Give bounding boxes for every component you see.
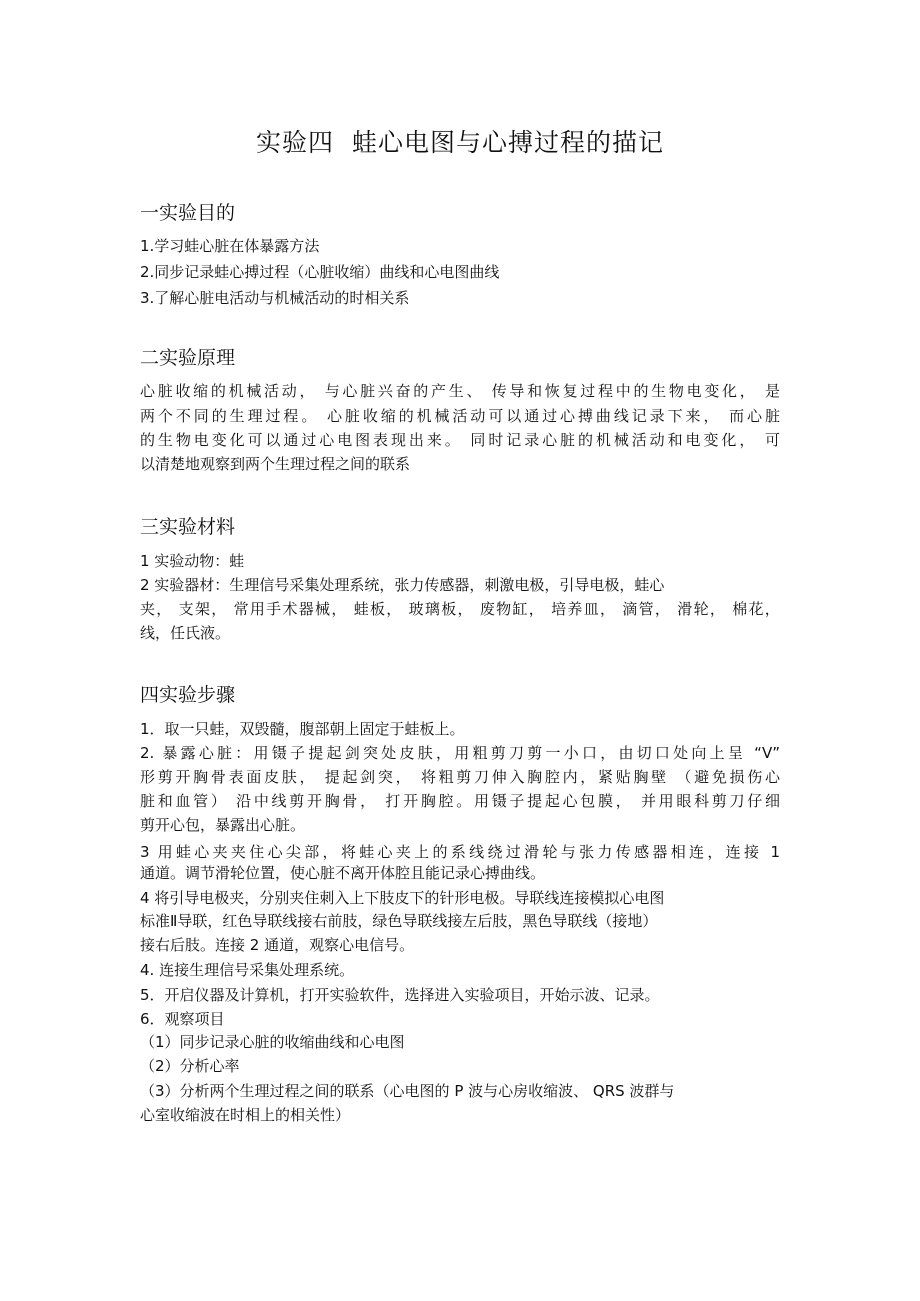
steps-line-3-seg-2: 提起剑突， [324, 768, 414, 786]
steps-line-13: 6．观察项目 [140, 1010, 225, 1028]
document-title [0, 123, 920, 159]
principle-line-3-seg-3: 可 [764, 431, 780, 449]
materials-item: 滑轮， [677, 600, 727, 618]
steps-line-11: 4. 连接生理信号采集处理系统。 [140, 961, 355, 979]
section-steps-heading: 四实验步骤 [140, 684, 236, 706]
title-experiment-name: 蛙心电图与心搏过程的描记 [352, 128, 665, 157]
materials-item: 玻璃板， [408, 600, 474, 618]
materials-item: 夹， [140, 600, 173, 618]
materials-item: 培养皿， [551, 600, 617, 618]
steps-line-9: 标准Ⅱ导联，红色导联线接右前肢，绿色导联线接左后肢，黑色导联线（接地） [140, 912, 658, 930]
purpose-item-1: 1.学习蛙心脏在体暴露方法 [140, 237, 320, 255]
purpose-item-3: 3.了解心脏电活动与机械活动的时相关系 [140, 289, 410, 307]
steps-line-4-seg-1: 脏和血管） [140, 792, 229, 810]
steps-line-2-seg-2: “V” [754, 744, 780, 762]
section-materials-heading: 三实验材料 [140, 516, 236, 538]
materials-item: 蛙板， [353, 600, 403, 618]
steps-line-4-seg-2: 沿中线剪开胸骨， [236, 792, 378, 810]
steps-line-4-seg-3: 打开胸腔。用镊子提起心包膜， [385, 792, 634, 810]
steps-line-2-seg-1: 2. 暴露心脏：用镊子提起剑突处皮肤，用粗剪刀剪一小口，由切口处向上呈 [140, 744, 747, 762]
steps-line-10: 接右后肢。连接 2 通道，观察心电信号。 [140, 936, 415, 954]
principle-line-1-seg-3: 传导和恢复过程中的生物电变化， [491, 382, 758, 400]
title-experiment-number: 实验四 [255, 128, 334, 157]
steps-line-5: 剪开心包，暴露出心脏。 [140, 816, 306, 834]
steps-line-3-seg-4: （避免损伤心 [676, 768, 780, 786]
principle-line-2-seg-2: 心脏收缩的机械活动可以通过心搏曲线记录下来， [326, 407, 722, 425]
steps-line-4-seg-4: 并用眼科剪刀仔细 [640, 792, 780, 810]
purpose-item-2: 2.同步记录蛙心搏过程（心脏收缩）曲线和心电图曲线 [140, 263, 500, 281]
principle-line-1-seg-4: 是 [764, 382, 780, 400]
principle-line-3-seg-1: 的生物电变化可以通过心电图表现出来。 [140, 431, 463, 449]
steps-line-7: 通道。调节滑轮位置，使心脏不离开体腔且能记录心搏曲线。 [140, 864, 546, 882]
steps-line-6 [140, 840, 780, 864]
principle-line-4: 以清楚地观察到两个生理过程之间的联系 [140, 455, 411, 473]
materials-item: 常用手术器械， [233, 600, 348, 618]
principle-line-1 [140, 379, 780, 403]
materials-line-2: 2 实验器材：生理信号采集处理系统，张力传感器，刺激电极，引导电极，蛙心 [140, 576, 665, 594]
principle-line-2 [140, 404, 780, 428]
steps-line-3 [140, 765, 780, 789]
steps-line-14: （1）同步记录心脏的收缩曲线和心电图 [140, 1033, 405, 1051]
materials-item: 废物缸， [479, 600, 546, 618]
steps-line-8: 4 将引导电极夹，分别夹住刺入上下肢皮下的针形电极。导联线连接模拟心电图 [140, 889, 665, 907]
principle-line-2-seg-3: 而心脏 [729, 407, 780, 425]
materials-item: 棉花， [732, 600, 780, 618]
section-principle-heading: 二实验原理 [140, 347, 236, 369]
materials-item: 支架， [178, 600, 228, 618]
materials-item: 滴管， [622, 600, 672, 618]
principle-line-2-seg-1: 两个不同的生理过程。 [140, 407, 320, 425]
steps-line-16: （3）分析两个生理过程之间的联系（心电图的 P 波与心房收缩波、 QRS 波群与 [140, 1082, 675, 1100]
steps-line-1: 1．取一只蛙，双毁髓，腹部朝上固定于蛙板上。 [140, 720, 465, 738]
steps-line-15: （2）分析心率 [140, 1057, 240, 1075]
steps-line-6-seg-1: 3 用蛙心夹夹住心尖部，将蛙心夹上的系线绕过滑轮与张力传感器相连，连接 [140, 843, 763, 861]
section-purpose-heading: 一实验目的 [140, 202, 236, 224]
steps-line-4 [140, 789, 780, 813]
steps-line-3-seg-1: 形剪开胸骨表面皮肤， [140, 768, 318, 786]
materials-line-3 [140, 597, 780, 621]
steps-line-2 [140, 741, 780, 765]
steps-line-3-seg-3: 将粗剪刀伸入胸腔内，紧贴胸壁 [420, 768, 669, 786]
principle-line-1-seg-2: 与心脏兴奋的产生、 [324, 382, 485, 400]
materials-line-1: 1 实验动物：蛙 [140, 552, 245, 570]
steps-line-12: 5．开启仪器及计算机，打开实验软件，选择进入实验项目，开始示波、记录。 [140, 986, 660, 1004]
principle-line-3-seg-2: 同时记录心脏的机械活动和电变化， [470, 431, 758, 449]
principle-line-3 [140, 428, 780, 452]
steps-line-17: 心室收缩波在时相上的相关性） [140, 1106, 351, 1124]
steps-line-6-seg-2: 1 [770, 843, 780, 861]
materials-line-4: 线，任氏液。 [140, 624, 231, 642]
principle-line-1-seg-1: 心脏收缩的机械活动， [140, 382, 318, 400]
